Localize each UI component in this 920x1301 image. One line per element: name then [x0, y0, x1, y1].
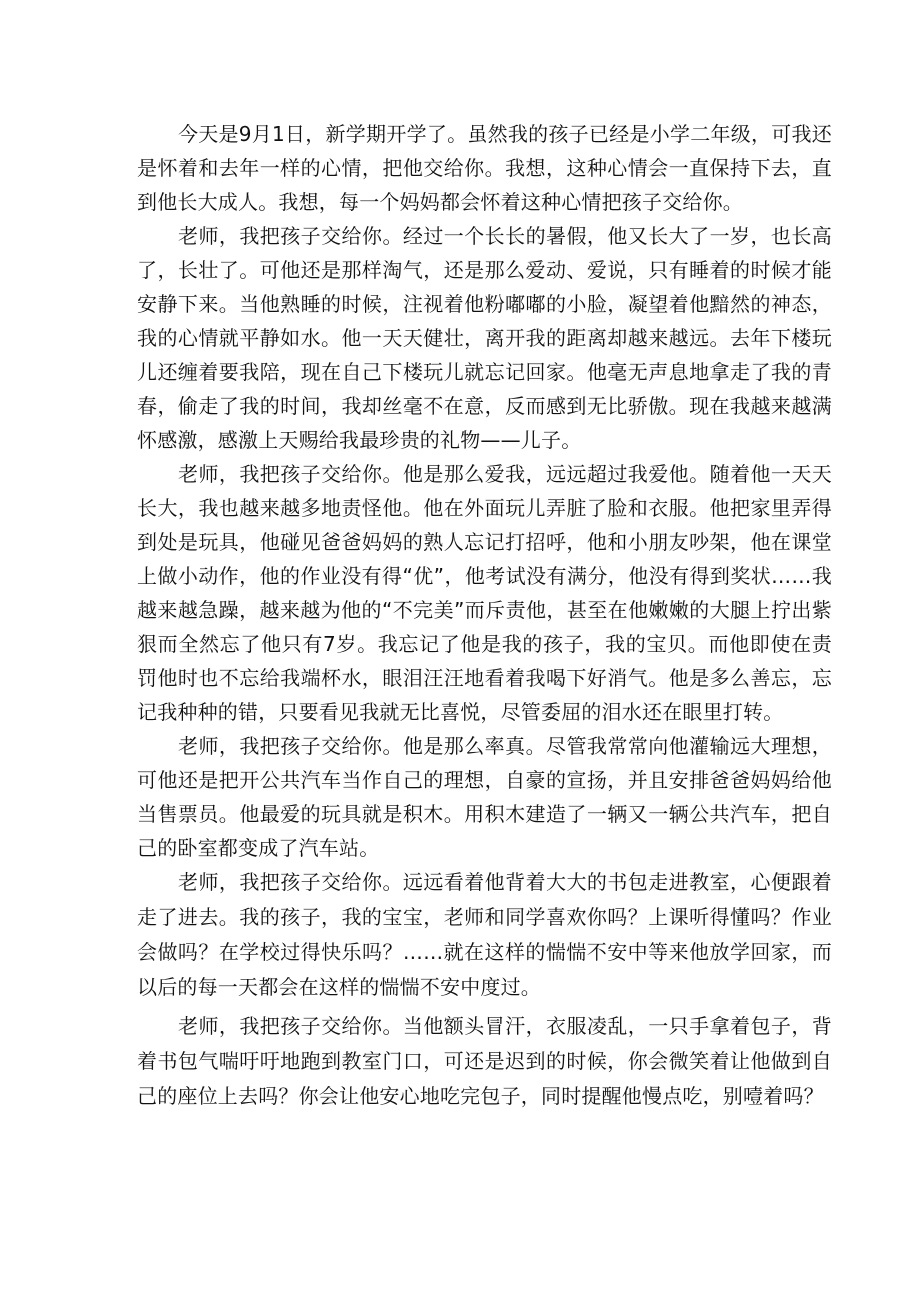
paragraph-1: 今天是9月1日，新学期开学了。虽然我的孩子已经是小学二年级，可我还是怀着和去年一样的心情，把他交给你。我想，这种心情会一直保持下去，直到他长大成人。我想，每一个妈妈都会怀着这种心情把孩子交给你。: [137, 122, 832, 214]
paragraph-3: 老师，我把孩子交给你。他是那么爱我，远远超过我爱他。随着他一天天长大，我也越来越多地责怪他。他在外面玩儿弄脏了脸和衣服。他把家里弄得到处是玩具，他碰见爸爸妈妈的熟人忘记打招呼，他和小朋友吵架，他在课堂上做小动作，他的作业没有得“优”，他考试没有满分，他没有得到奖状……我越来越急躁，越来越为他的“不完美”而斥责他，甚至在他嫩嫩的大腿上拧出紫狠而全然忘了他只有7岁。我忘记了他是我的孩子，我的宝贝。而他即使在责罚他时也不忘给我端杯水，眼泪汪汪地看着我喝下好消气。他是多么善忘，忘记我种种的错，只要看见我就无比喜悦，尽管委屈的泪水还在眼里打转。: [137, 462, 832, 724]
paragraph-4: 老师，我把孩子交给你。他是那么率真。尽管我常常向他灌输远大理想，可他还是把开公共汽车当作自己的理想，自豪的宣扬，并且安排爸爸妈妈给他当售票员。他最爱的玩具就是积木。用积木建造了一辆又一辆公共汽车，把自己的卧室都变成了汽车站。: [137, 734, 832, 860]
paragraph-5: 老师，我把孩子交给你。远远看着他背着大大的书包走进教室，心便跟着走了进去。我的孩子，我的宝宝，老师和同学喜欢你吗？上课听得懂吗？作业会做吗？在学校过得快乐吗？……就在这样的惴惴不安中等来他放学回家，而以后的每一天都会在这样的惴惴不安中度过。: [137, 870, 832, 999]
paragraph-2: 老师，我把孩子交给你。经过一个长长的暑假，他又长大了一岁，也长高了，长壮了。可他还是那样淘气，还是那么爱动、爱说，只有睡着的时候才能安静下来。当他熟睡的时候，注视着他粉嘟嘟的小脸，凝望着他黯然的神态，我的心情就平静如水。他一天天健壮，离开我的距离却越来越远。去年下楼玩儿还缠着要我陪，现在自己下楼玩儿就忘记回家。他毫无声息地拿走了我的青春，偷走了我的时间，我却丝毫不在意，反而感到无比骄傲。现在我越来越满怀感激，感激上天赐给我最珍贵的礼物——儿子。: [137, 224, 832, 452]
paragraph-6: 老师，我把孩子交给你。当他额头冒汗，衣服凌乱，一只手拿着包子，背着书包气喘吁吁地跑到教室门口，可还是迟到的时候，你会微笑着让他做到自己的座位上去吗？你会让他安心地吃完包子，同时提醒他慢点吃，别噎着吗？: [137, 1014, 832, 1108]
letter-body: [137, 117, 832, 1114]
